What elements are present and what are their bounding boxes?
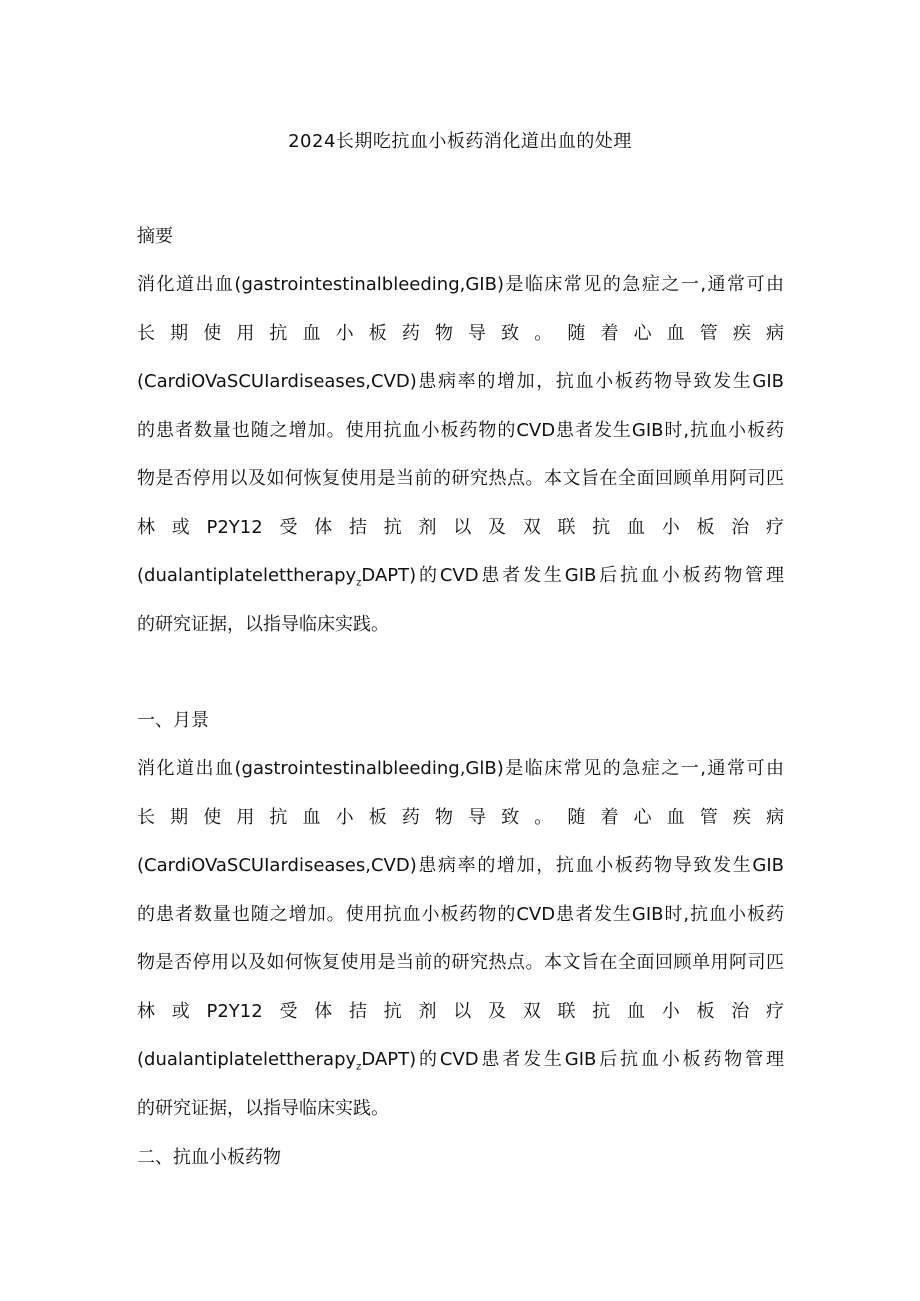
line-part: DAPT)的CVD患者发生GIB后抗血小板药物管理	[361, 1049, 784, 1070]
paragraph-line: 林或P2Y12受体拮抗剂以及双联抗血小板治疗	[137, 1000, 784, 1022]
paragraph-line: 的研究证据，以指导临床实践。	[137, 613, 389, 635]
abstract-heading: 摘要	[137, 226, 173, 247]
background-paragraph	[137, 755, 784, 1143]
paragraph-line: (CardiOVaSCUIardiseases,CVD)患病率的增加，抗血小板药物导致发生GIB	[137, 371, 784, 392]
paragraph-line: 长期使用抗血小板药物导致。随着心血管疾病	[137, 322, 784, 344]
subscript-char: z	[356, 1061, 362, 1073]
paragraph-line	[137, 1046, 784, 1095]
abstract-paragraph	[137, 271, 784, 659]
paragraph-line: 林或P2Y12受体拮抗剂以及双联抗血小板治疗	[137, 516, 784, 538]
section-heading-background: 一、月景	[137, 710, 209, 731]
subscript-char: z	[356, 577, 362, 589]
paragraph-line: 长期使用抗血小板药物导致。随着心血管疾病	[137, 806, 784, 828]
page-title: 2024长期吃抗血小板药消化道出血的处理	[288, 131, 632, 152]
paragraph-line: 物是否停用以及如何恢复使用是当前的研究热点。本文旨在全面回顾单用阿司匹	[137, 952, 784, 973]
paragraph-line: 消化道出血(gastrointestinalbleeding,GlB)是临床常见的急症之一,通常可由	[137, 758, 784, 779]
paragraph-line: 的患者数量也随之增加。使用抗血小板药物的CVD患者发生GIB时,抗血小板药	[137, 419, 784, 441]
paragraph-line: 物是否停用以及如何恢复使用是当前的研究热点。本文旨在全面回顾单用阿司匹	[137, 468, 784, 489]
line-part: (dualantiplatelettherapy	[137, 1049, 357, 1070]
paragraph-line: 消化道出血(gastrointestinalbleeding,GIB)是临床常见的急症之一,通常可由	[137, 274, 784, 295]
section-heading-antiplatelet: 二、抗血小板药物	[137, 1147, 281, 1168]
paragraph-line: 的患者数量也随之增加。使用抗血小板药物的CVD患者发生GIB时,抗血小板药	[137, 903, 784, 925]
line-part: (dualantiplatelettherapy	[137, 565, 357, 586]
paragraph-line	[137, 562, 784, 611]
line-part: DAPT)的CVD患者发生GIB后抗血小板药物管理	[361, 565, 784, 586]
paragraph-line: (CardiOVaSCUIardiseases,CVD)患病率的增加，抗血小板药物导致发生GIB	[137, 855, 784, 876]
paragraph-line: 的研究证据，以指导临床实践。	[137, 1097, 389, 1119]
